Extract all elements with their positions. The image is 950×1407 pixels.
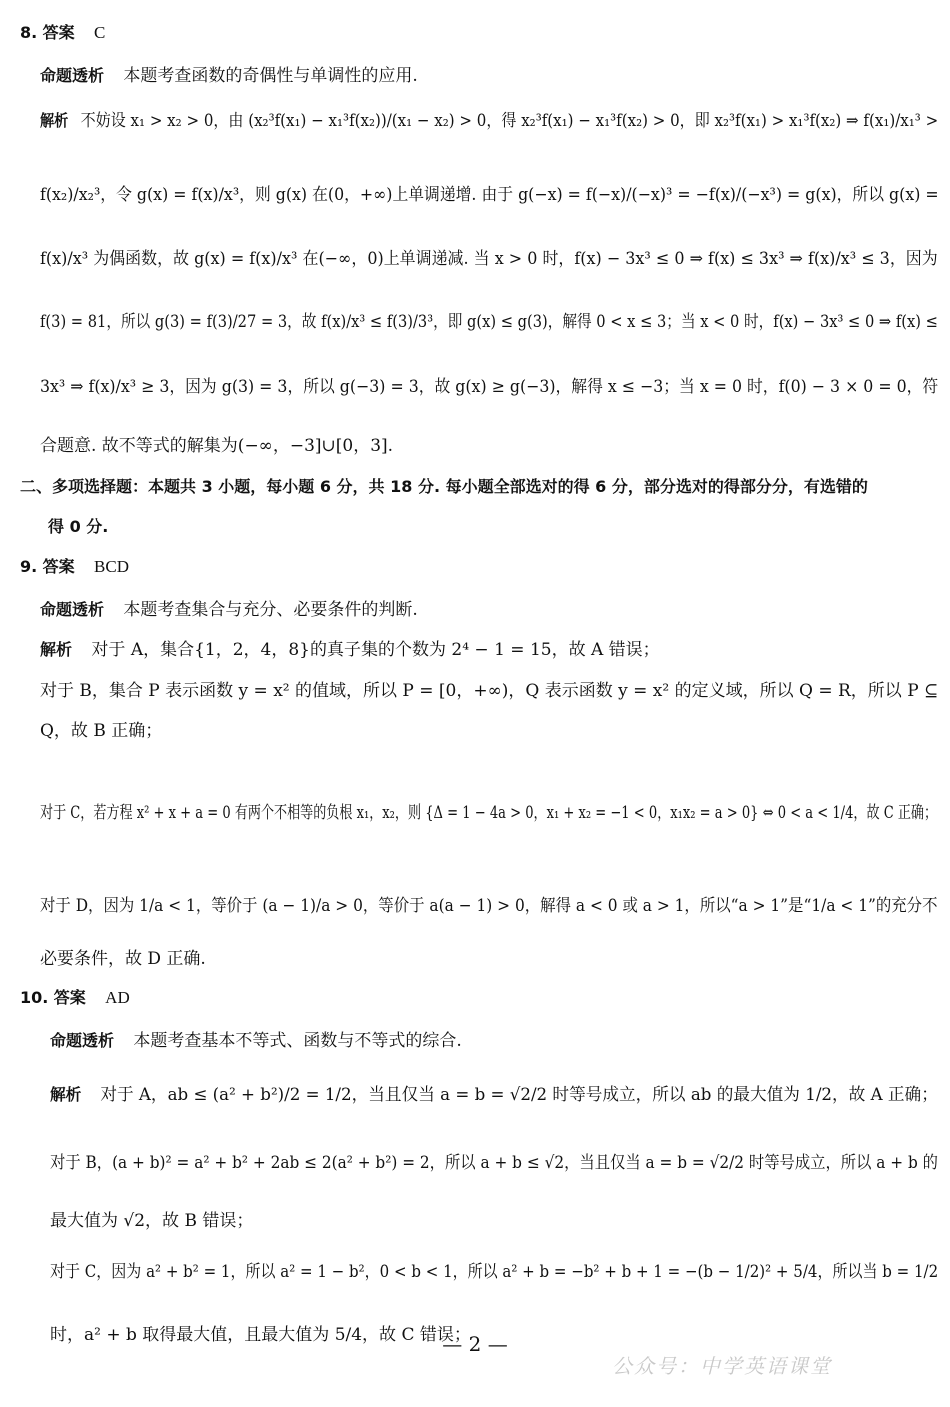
q8-answer-label: 答案: [42, 23, 75, 42]
q8-analysis-line-5: 3x³ ⇒ f(x)/x³ ≥ 3，因为 g(3) = 3，所以 g(−3) = 3，故 g(x) ≥ g(−3)，解得 x ≤ −3；当 x = 0 时，f(0) − 3 × 0 = 0，符: [40, 377, 939, 397]
q10-analysis-line-1: 对于 A，ab ≤ (a² + b²)/2 = 1/2，当且仅当 a = b = √2/2 时等号成立，所以 ab 的最大值为 1/2，故 A 正确；: [100, 1085, 938, 1105]
q10-number: 10.: [20, 988, 49, 1007]
q10-intent-text: 本题考查基本不等式、函数与不等式的综合.: [133, 1031, 462, 1051]
q10-answer-label: 答案: [53, 988, 86, 1007]
section-2-title: 二、多项选择题：本题共 3 小题，每小题 6 分，共 18 分. 每小题全部选对的得 6 分，部分选对的得部分分，有选错的: [20, 477, 868, 496]
q8-analysis-line-2: f(x₂)/x₂³，令 g(x) = f(x)/x³，则 g(x) 在(0，+∞)上单调递增. 由于 g(−x) = f(−x)/(−x)³ = −f(x)/(−x³) = g(x)，所以 g(x) =: [40, 185, 939, 205]
q9-answer-label: 答案: [42, 557, 75, 576]
q8-answer: C: [94, 23, 106, 42]
q8-analysis-line-6: 合题意. 故不等式的解集为(−∞，−3]∪[0，3].: [40, 436, 394, 456]
q9-intent: [40, 595, 418, 620]
q8-intent-label: 命题透析: [40, 66, 105, 85]
q9-analysis-label: 解析: [40, 640, 73, 659]
q9-number: 9.: [20, 557, 38, 576]
q9-analysis-line-3: Q，故 B 正确；: [40, 721, 163, 741]
q8-analysis-line-3: f(x)/x³ 为偶函数，故 g(x) = f(x)/x³ 在(−∞，0)上单调递减. 当 x > 0 时，f(x) − 3x³ ≤ 0 ⇒ f(x) ≤ 3x³ ⇒ f(x)/x³ ≤ 3，因为: [40, 249, 938, 269]
q10-intent-label: 命题透析: [50, 1031, 115, 1050]
watermark: 公众号：中学英语课堂: [612, 1354, 832, 1378]
q10-analysis-line-4: 对于 C，因为 a² + b² = 1，所以 a² = 1 − b²，0 < b < 1，所以 a² + b = −b² + b + 1 = −(b − 1/2)² + 5/4，所以当 b = 1/2: [50, 1262, 939, 1282]
q10-answer: AD: [105, 988, 130, 1007]
q10-analysis-label: 解析: [50, 1085, 82, 1104]
q9-header: [20, 554, 129, 577]
q8-intent: [40, 61, 418, 86]
q8-header: [20, 20, 105, 43]
page-number: — 2 —: [442, 1332, 508, 1356]
q8-number: 8.: [20, 23, 38, 42]
q8-analysis-label: 解析: [40, 111, 69, 130]
q10-analysis-line-2: 对于 B，(a + b)² = a² + b² + 2ab ≤ 2(a² + b²) = 2，所以 a + b ≤ √2，当且仅当 a = b = √2/2 时等号成立，所以 a + b 的: [50, 1153, 938, 1173]
section-2-title-cont: 得 0 分.: [48, 517, 109, 536]
q10-analysis: [50, 1080, 938, 1105]
q9-intent-label: 命题透析: [40, 600, 105, 619]
q10-intent: [50, 1026, 462, 1051]
q9-intent-text: 本题考查集合与充分、必要条件的判断.: [123, 600, 418, 620]
q9-analysis-line-5: 对于 D，因为 1/a < 1，等价于 (a − 1)/a > 0，等价于 a(a − 1) > 0，解得 a < 0 或 a > 1，所以“a > 1”是“1/a < 1”的充分不: [40, 896, 938, 916]
q9-analysis-line-1: 对于 A，集合{1，2，4，8}的真子集的个数为 2⁴ − 1 = 15，故 A 错误；: [91, 640, 660, 660]
q9-analysis-line-4: 对于 C，若方程 x² + x + a = 0 有两个不相等的负根 x₁，x₂，则 {Δ = 1 − 4a > 0，x₁ + x₂ = −1 < 0，x₁x₂ = a > 0} ⇔ 0 < a < 1/4，故 C 正确；: [40, 803, 938, 823]
q9-analysis-line-6: 必要条件，故 D 正确.: [40, 949, 206, 969]
q8-analysis-line-4: f(3) = 81，所以 g(3) = f(3)/27 = 3，故 f(x)/x³ ≤ f(3)/3³，即 g(x) ≤ g(3)，解得 0 < x ≤ 3；当 x < 0 时，f(x) − 3x³ ≤ 0 ⇒ f(x) ≤: [40, 312, 938, 332]
q9-answer: BCD: [94, 557, 130, 576]
q9-analysis-line-2: 对于 B，集合 P 表示函数 y = x² 的值域，所以 P = [0，+∞)，Q 表示函数 y = x² 的定义域，所以 Q = R，所以 P ⊆: [40, 681, 939, 701]
q10-analysis-line-3: 最大值为 √2，故 B 错误；: [50, 1211, 254, 1231]
q8-analysis-line-1: 解析 不妨设 x₁ > x₂ > 0，由 (x₂³f(x₁) − x₁³f(x₂))/(x₁ − x₂) > 0，得 x₂³f(x₁) − x₁³f(x₂) > 0，即 x₂³f(x₁) > x₁³f(x₂) ⇒ f(x₁)/x₁³ >: [40, 111, 939, 131]
q9-analysis: [40, 635, 660, 660]
q10-analysis-line-5: 时，a² + b 取得最大值，且最大值为 5/4，故 C 错误；: [50, 1325, 471, 1345]
q8-intent-text: 本题考查函数的奇偶性与单调性的应用.: [123, 66, 418, 86]
q10-header: [20, 985, 130, 1008]
